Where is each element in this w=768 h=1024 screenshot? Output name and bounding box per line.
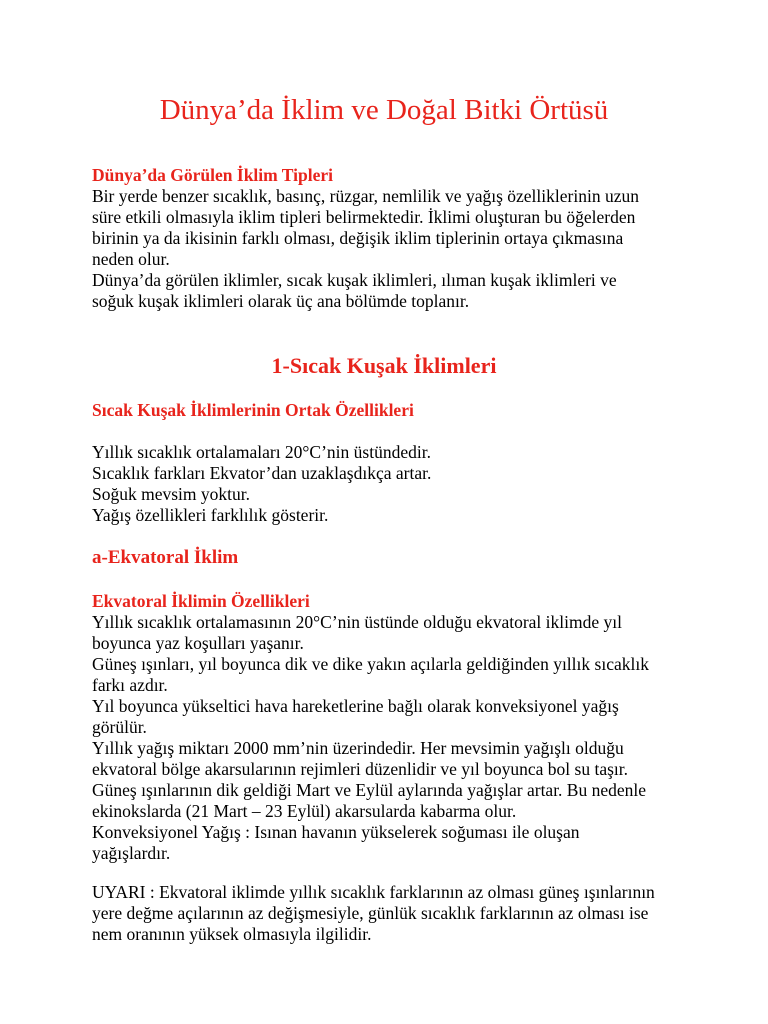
paragraph-line: birinin ya da ikisinin farklı olması, değişik iklim tiplerinin ortaya çıkmasına — [92, 228, 624, 248]
section-climate-types — [92, 165, 692, 312]
paragraph-line: Güneş ışınlarının dik geldiği Mart ve Eylül aylarında yağışlar artar. Bu nedenle — [92, 780, 647, 800]
paragraph-line: farkı azdır. — [92, 675, 168, 695]
paragraph-line: boyunca yaz koşulları yaşanır. — [92, 633, 304, 653]
paragraph-line: Soğuk mevsim yoktur. — [92, 484, 250, 504]
section-hot-zone-list — [92, 442, 692, 526]
paragraph-line: soğuk kuşak iklimleri olarak üç ana bölümde toplanır. — [92, 291, 470, 311]
paragraph-line: ekvatoral bölge akarsularının rejimleri düzenlidir ve yıl boyunca bol su taşır. — [92, 759, 629, 779]
paragraph-line: Güneş ışınları, yıl boyunca dik ve dike yakın açılarla geldiğinden yıllık sıcaklık — [92, 654, 649, 674]
warning-note — [92, 882, 692, 945]
section-heading-equatorial: a-Ekvatoral İklim — [92, 547, 239, 568]
page-title: Dünya’da İklim ve Doğal Bitki Örtüsü — [159, 94, 609, 126]
paragraph-line: Yıllık sıcaklık ortalamaları 20°C’nin üstündedir. — [92, 442, 431, 462]
paragraph-line: Sıcaklık farkları Ekvator’dan uzaklaşdıkça artar. — [92, 463, 432, 483]
section-heading-climate-types: Dünya’da Görülen İklim Tipleri — [92, 165, 334, 185]
paragraph-line: yağışlardır. — [92, 843, 171, 863]
warning-line: nem oranının yüksek olmasıyla ilgilidir. — [92, 924, 372, 944]
warning-line: UYARI : Ekvatoral iklimde yıllık sıcaklık farklarının az olması güneş ışınlarının — [92, 882, 655, 902]
paragraph-line: ekinokslarda (21 Mart – 23 Eylül) akarsularda kabarma olur. — [92, 801, 517, 821]
section-equatorial — [92, 591, 692, 864]
paragraph-line: Dünya’da görülen iklimler, sıcak kuşak iklimleri, ılıman kuşak iklimleri ve — [92, 270, 617, 290]
paragraph-line: görülür. — [92, 717, 147, 737]
section-heading-hot-zone: 1-Sıcak Kuşak İklimleri — [271, 353, 497, 378]
subheading-hot-zone-common: Sıcak Kuşak İklimlerinin Ortak Özellikleri — [92, 400, 414, 420]
paragraph-line: süre etkili olmasıyla iklim tipleri belirmektedir. İklimi oluşturan bu öğelerden — [92, 207, 636, 227]
subheading-equatorial-features: Ekvatoral İklimin Özellikleri — [92, 591, 310, 611]
paragraph-line: neden olur. — [92, 249, 170, 269]
paragraph-line: Yağış özellikleri farklılık gösterir. — [92, 505, 329, 525]
paragraph-line: Yıllık sıcaklık ortalamasının 20°C’nin üstünde olduğu ekvatoral iklimde yıl — [92, 612, 622, 632]
paragraph-line: Yıllık yağış miktarı 2000 mm’nin üzerindedir. Her mevsimin yağışlı olduğu — [92, 738, 624, 758]
paragraph-line: Konveksiyonel Yağış : Isınan havanın yükselerek soğuması ile oluşan — [92, 822, 580, 842]
paragraph-line: Yıl boyunca yükseltici hava hareketlerine bağlı olarak konveksiyonel yağış — [92, 696, 619, 716]
warning-line: yere değme açılarının az değişmesiyle, günlük sıcaklık farklarının az olması ise — [92, 903, 649, 923]
paragraph-line: Bir yerde benzer sıcaklık, basınç, rüzgar, nemlilik ve yağış özelliklerinin uzun — [92, 186, 639, 206]
